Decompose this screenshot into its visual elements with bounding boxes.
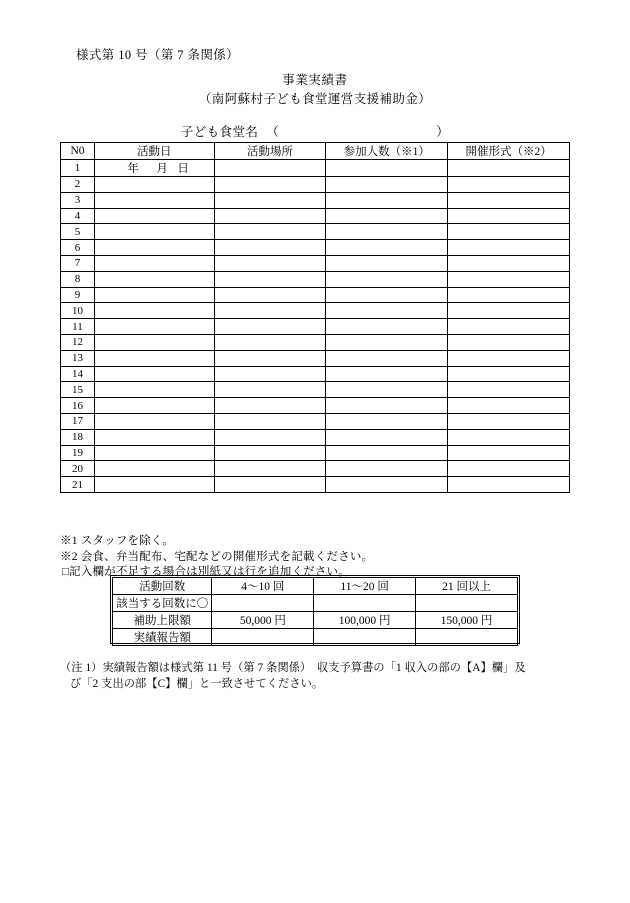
date-cell[interactable] bbox=[94, 413, 214, 429]
place-cell[interactable] bbox=[214, 208, 326, 224]
participants-cell[interactable] bbox=[326, 271, 448, 287]
table-row bbox=[61, 240, 570, 256]
column-header-place: 活動場所 bbox=[214, 143, 326, 160]
summary-check-3[interactable] bbox=[416, 595, 518, 612]
date-year-label: 年 bbox=[127, 163, 140, 175]
table-row bbox=[61, 477, 570, 493]
date-cell[interactable] bbox=[94, 398, 214, 414]
table-row bbox=[61, 461, 570, 477]
summary-limit-3: 150,000 円 bbox=[416, 612, 518, 629]
participants-cell[interactable] bbox=[326, 429, 448, 445]
document-subtitle: （南阿蘇村子ども食堂運営支援補助金） bbox=[198, 92, 432, 106]
facility-paren-open: （ bbox=[266, 125, 280, 139]
date-month-label: 月 bbox=[156, 163, 169, 175]
date-cell[interactable] bbox=[94, 429, 214, 445]
participants-cell[interactable] bbox=[326, 287, 448, 303]
format-cell[interactable] bbox=[448, 287, 570, 303]
date-cell[interactable] bbox=[94, 477, 214, 493]
format-cell[interactable] bbox=[448, 477, 570, 493]
date-day-label: 日 bbox=[177, 163, 190, 175]
format-cell[interactable] bbox=[448, 429, 570, 445]
participants-cell[interactable] bbox=[326, 177, 448, 193]
participants-cell[interactable] bbox=[326, 382, 448, 398]
participants-cell[interactable] bbox=[326, 303, 448, 319]
summary-check-1[interactable] bbox=[212, 595, 314, 612]
format-cell[interactable] bbox=[448, 192, 570, 208]
format-cell[interactable] bbox=[448, 240, 570, 256]
participants-cell[interactable] bbox=[326, 461, 448, 477]
date-cell[interactable] bbox=[94, 208, 214, 224]
format-cell[interactable] bbox=[448, 208, 570, 224]
place-cell[interactable] bbox=[214, 429, 326, 445]
participants-cell[interactable] bbox=[326, 208, 448, 224]
notes-block bbox=[60, 534, 373, 581]
date-cell[interactable] bbox=[94, 334, 214, 350]
participants-cell[interactable] bbox=[326, 319, 448, 335]
column-header-participants: 参加人数（※1） bbox=[326, 143, 448, 160]
note-staff-excluded: ※1 スタッフを除く。 bbox=[60, 535, 175, 547]
format-cell[interactable] bbox=[448, 382, 570, 398]
table-row bbox=[61, 224, 570, 240]
table-row bbox=[61, 382, 570, 398]
participants-cell[interactable] bbox=[326, 224, 448, 240]
activity-table bbox=[60, 142, 570, 493]
place-cell[interactable] bbox=[214, 271, 326, 287]
participants-cell[interactable] bbox=[326, 350, 448, 366]
column-header-format: 開催形式（※2） bbox=[448, 143, 570, 160]
column-header-no: N0 bbox=[61, 143, 95, 160]
place-cell[interactable] bbox=[214, 413, 326, 429]
date-cell[interactable] bbox=[94, 240, 214, 256]
table-row bbox=[61, 350, 570, 366]
row-number: 15 bbox=[61, 382, 95, 398]
table-row bbox=[61, 334, 570, 350]
place-cell[interactable] bbox=[214, 477, 326, 493]
place-cell[interactable] bbox=[214, 160, 326, 177]
participants-cell[interactable] bbox=[326, 398, 448, 414]
date-cell[interactable] bbox=[94, 350, 214, 366]
summary-report-3[interactable] bbox=[416, 629, 518, 646]
date-cell[interactable] bbox=[94, 177, 214, 193]
format-cell[interactable] bbox=[448, 224, 570, 240]
participants-cell[interactable] bbox=[326, 413, 448, 429]
row-number: 8 bbox=[61, 271, 95, 287]
facility-name-line bbox=[60, 122, 570, 140]
summary-report-2[interactable] bbox=[314, 629, 416, 646]
row-number: 7 bbox=[61, 255, 95, 271]
row-number: 12 bbox=[61, 334, 95, 350]
table-row bbox=[61, 208, 570, 224]
row-number: 13 bbox=[61, 350, 95, 366]
row-number: 2 bbox=[61, 177, 95, 193]
format-cell[interactable] bbox=[448, 398, 570, 414]
format-cell[interactable] bbox=[448, 303, 570, 319]
format-cell[interactable] bbox=[448, 177, 570, 193]
summary-label-limit: 補助上限額 bbox=[113, 612, 212, 629]
place-cell[interactable] bbox=[214, 398, 326, 414]
row-number: 9 bbox=[61, 287, 95, 303]
date-cell[interactable] bbox=[94, 192, 214, 208]
summary-range-3: 21 回以上 bbox=[416, 578, 518, 595]
note-format-description: ※2 会食、弁当配布、宅配などの開催形式を記載ください。 bbox=[60, 550, 374, 563]
table-row bbox=[61, 255, 570, 271]
table-row bbox=[61, 177, 570, 193]
document-title: 事業実績書 bbox=[282, 73, 348, 87]
row-number: 14 bbox=[61, 366, 95, 382]
row-number: 10 bbox=[61, 303, 95, 319]
summary-limit-1: 50,000 円 bbox=[212, 612, 314, 629]
date-cell[interactable] bbox=[94, 461, 214, 477]
table-row bbox=[61, 413, 570, 429]
row-number: 1 bbox=[61, 160, 95, 177]
facility-paren-close: ） bbox=[436, 125, 450, 139]
place-cell[interactable] bbox=[214, 350, 326, 366]
table-row bbox=[61, 160, 570, 177]
place-cell[interactable] bbox=[214, 319, 326, 335]
date-cell[interactable] bbox=[94, 287, 214, 303]
place-cell[interactable] bbox=[214, 287, 326, 303]
column-header-date: 活動日 bbox=[94, 143, 214, 160]
summary-range-2: 11〜20 回 bbox=[314, 578, 416, 595]
table-row bbox=[61, 271, 570, 287]
row-number: 11 bbox=[61, 319, 95, 335]
footnote-line-1: （注 1）実績報告額は様式第 11 号（第 7 条関係） 収支予算書の「1 収入の部の【A】欄」及 bbox=[60, 662, 526, 674]
participants-cell[interactable] bbox=[326, 192, 448, 208]
format-cell[interactable] bbox=[448, 271, 570, 287]
row-number: 3 bbox=[61, 192, 95, 208]
participants-cell[interactable] bbox=[326, 240, 448, 256]
summary-row-limit bbox=[113, 612, 518, 629]
table-row bbox=[61, 429, 570, 445]
row-number: 18 bbox=[61, 429, 95, 445]
table-row bbox=[61, 445, 570, 461]
place-cell[interactable] bbox=[214, 177, 326, 193]
format-cell[interactable] bbox=[448, 461, 570, 477]
place-cell[interactable] bbox=[214, 303, 326, 319]
form-number: 様式第 10 号（第 7 条関係） bbox=[76, 48, 240, 62]
row-number: 21 bbox=[61, 477, 95, 493]
row-number: 20 bbox=[61, 461, 95, 477]
summary-row-check bbox=[113, 595, 518, 612]
participants-cell[interactable] bbox=[326, 366, 448, 382]
format-cell[interactable] bbox=[448, 445, 570, 461]
summary-table bbox=[112, 577, 518, 646]
table-header-row bbox=[61, 143, 570, 160]
place-cell[interactable] bbox=[214, 224, 326, 240]
place-cell[interactable] bbox=[214, 192, 326, 208]
place-cell[interactable] bbox=[214, 382, 326, 398]
summary-row-report bbox=[113, 629, 518, 646]
table-row bbox=[61, 303, 570, 319]
summary-row-activity-count bbox=[113, 578, 518, 595]
format-cell[interactable] bbox=[448, 334, 570, 350]
date-cell[interactable] bbox=[94, 303, 214, 319]
participants-cell[interactable] bbox=[326, 445, 448, 461]
row-number: 6 bbox=[61, 240, 95, 256]
date-cell[interactable] bbox=[94, 255, 214, 271]
row-number: 19 bbox=[61, 445, 95, 461]
participants-cell[interactable] bbox=[326, 334, 448, 350]
table-row bbox=[61, 366, 570, 382]
date-cell[interactable] bbox=[94, 271, 214, 287]
summary-limit-2: 100,000 円 bbox=[314, 612, 416, 629]
format-cell[interactable] bbox=[448, 160, 570, 177]
footnote-line-2: び「2 支出の部【C】欄」と一致させてください。 bbox=[70, 678, 324, 690]
summary-label-report: 実績報告額 bbox=[113, 629, 212, 646]
date-cell[interactable] bbox=[94, 366, 214, 382]
table-row bbox=[61, 319, 570, 335]
row-number: 16 bbox=[61, 398, 95, 414]
date-cell[interactable] bbox=[94, 160, 214, 177]
place-cell[interactable] bbox=[214, 255, 326, 271]
date-cell[interactable] bbox=[94, 382, 214, 398]
date-cell[interactable] bbox=[94, 224, 214, 240]
participants-cell[interactable] bbox=[326, 477, 448, 493]
place-cell[interactable] bbox=[214, 366, 326, 382]
summary-label-activity-count: 活動回数 bbox=[113, 578, 212, 595]
format-cell[interactable] bbox=[448, 255, 570, 271]
table-row bbox=[61, 192, 570, 208]
date-cell[interactable] bbox=[94, 319, 214, 335]
footnote-block bbox=[60, 660, 580, 692]
summary-range-1: 4〜10 回 bbox=[212, 578, 314, 595]
table-row bbox=[61, 398, 570, 414]
participants-cell[interactable] bbox=[326, 160, 448, 177]
row-number: 17 bbox=[61, 413, 95, 429]
row-number: 4 bbox=[61, 208, 95, 224]
format-cell[interactable] bbox=[448, 366, 570, 382]
place-cell[interactable] bbox=[214, 334, 326, 350]
date-cell[interactable] bbox=[94, 445, 214, 461]
table-row bbox=[61, 287, 570, 303]
facility-name-label: 子ども食堂名 bbox=[180, 125, 259, 139]
summary-check-2[interactable] bbox=[314, 595, 416, 612]
row-number: 5 bbox=[61, 224, 95, 240]
place-cell[interactable] bbox=[214, 240, 326, 256]
summary-report-1[interactable] bbox=[212, 629, 314, 646]
participants-cell[interactable] bbox=[326, 255, 448, 271]
note-extra-rows: □記入欄が不足する場合は別紙又は行を追加ください。 bbox=[62, 566, 350, 578]
format-cell[interactable] bbox=[448, 350, 570, 366]
place-cell[interactable] bbox=[214, 461, 326, 477]
format-cell[interactable] bbox=[448, 319, 570, 335]
place-cell[interactable] bbox=[214, 445, 326, 461]
summary-label-check: 該当する回数に〇 bbox=[113, 595, 212, 612]
format-cell[interactable] bbox=[448, 413, 570, 429]
